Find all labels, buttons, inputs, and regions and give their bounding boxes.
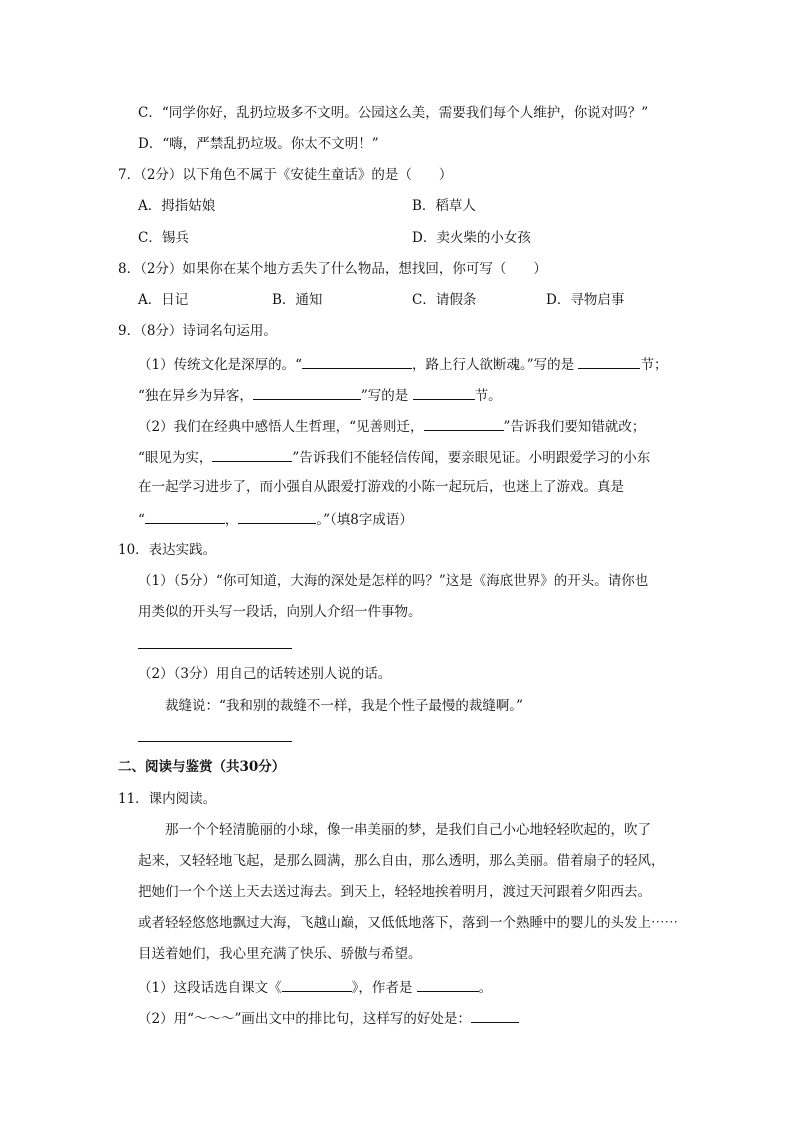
q11-text: ”画出文中的排比句，这样写的好处是：	[234, 1011, 471, 1027]
q8-option-d: D．寻物启事	[546, 292, 625, 308]
q11-sub1	[138, 976, 492, 998]
q10-answer-line-1[interactable]	[138, 648, 292, 649]
q10-part2-quote: 裁缝说：“我和别的裁缝不一样，我是个性子最慢的裁缝啊。”	[165, 698, 524, 714]
q11-text: 》，作者是	[351, 980, 413, 996]
q9-blank-3[interactable]	[253, 384, 361, 400]
q10-answer-line-2[interactable]	[138, 741, 292, 742]
q9-blank-1[interactable]	[302, 353, 412, 369]
q9-blank-7[interactable]	[145, 508, 225, 524]
q9-part2-line3: 在一起学习进步了，而小强自从跟爱打游戏的小陈一起玩后，也迷上了游戏。真是	[138, 479, 624, 495]
q9-part2-line1	[138, 415, 645, 437]
q9-part2-line4	[138, 508, 413, 530]
q8-stem: 8．（2分）如果你在某个地方丢失了什么物品，想找回，你可写（ ）	[118, 261, 547, 277]
q7-option-d: D．卖火柴的小女孩	[412, 230, 531, 246]
q8-option-b: B．通知	[272, 292, 323, 308]
q9-stem: 9．（8分）诗词名句运用。	[118, 323, 277, 339]
q10-part1-line2: 用类似的开头写一段话，向别人介绍一件事物。	[138, 604, 422, 620]
q9-blank-6[interactable]	[212, 446, 292, 462]
q9-text: ，	[224, 512, 239, 528]
q9-text: （2）我们在经典中感悟人生哲理，“见善则迁，	[138, 419, 424, 435]
q7-option-c: C．锡兵	[138, 230, 189, 246]
q9-text: ，路上行人欲断魂。”写的是	[412, 357, 575, 373]
q9-text: （1）传统文化是深厚的。“	[138, 357, 302, 373]
q9-blank-5[interactable]	[424, 415, 504, 431]
q9-part2-line2	[138, 446, 650, 468]
q11-blank-3[interactable]	[471, 1007, 519, 1023]
q11-sub2	[138, 1007, 519, 1029]
q9-part1-line2	[138, 384, 502, 406]
q9-blank-4[interactable]	[413, 384, 475, 400]
section-title: 二、阅读与鉴赏（共30分）	[118, 759, 286, 775]
q9-blank-2[interactable]	[578, 353, 640, 369]
q6-option-d: D．“嗨，严禁乱扔垃圾。你太不文明！”	[138, 136, 379, 152]
q9-text: ”写的是	[360, 388, 409, 404]
q9-text: “独在异乡为异客，	[138, 388, 253, 404]
q9-text: ”告诉我们要知错就改；	[503, 419, 646, 435]
q9-text: ”告诉我们不能轻信传闻，要亲眼见证。小明跟爱学习的小东	[292, 450, 651, 466]
q7-stem: 7．（2分）以下角色不属于《安徒生童话》的是（ ）	[118, 167, 453, 183]
q11-text: 。	[478, 980, 493, 996]
q11-blank-1[interactable]	[282, 976, 352, 992]
q9-text: “	[138, 512, 145, 528]
q10-part2: （2）（3分）用自己的话转述别人说的话。	[138, 666, 392, 682]
q9-blank-8[interactable]	[238, 508, 316, 524]
q9-text: 节。	[474, 388, 502, 404]
q9-text: “眼见为实，	[138, 450, 213, 466]
q7-option-a: A．拇指姑娘	[138, 198, 216, 214]
q11-passage-line-2: 起来，又轻轻地飞起，是那么圆满，那么自由，那么透明，那么美丽。借着扇子的轻风，	[138, 853, 665, 869]
q6-option-c: C．“同学你好，乱扔垃圾多不文明。公园这么美，需要我们每个人维护，你说对吗？”	[138, 105, 649, 121]
q10-part1-line1: （1）（5分）“你可知道，大海的深处是怎样的吗？”这是《海底世界》的开头。请你也	[138, 573, 649, 589]
q11-text: （2）用“	[138, 1011, 194, 1027]
q8-option-a: A．日记	[138, 292, 189, 308]
q11-passage-line-1: 那一个个轻清脆丽的小球，像一串美丽的梦，是我们自己小心地轻轻吹起的，吹了	[165, 822, 651, 838]
q11-stem: 11．课内阅读。	[118, 791, 217, 807]
q8-option-c: C．请假条	[412, 292, 477, 308]
q11-passage-line-5: 目送着她们，我心里充满了快乐、骄傲与希望。	[138, 946, 422, 962]
q9-part1-line1	[138, 353, 667, 375]
wavy-underline-symbol: ～～～	[194, 1011, 235, 1027]
q7-option-b: B．稻草人	[412, 198, 476, 214]
q10-stem: 10．表达实践。	[118, 542, 217, 558]
q9-text: 节；	[640, 357, 668, 373]
q11-text: （1）这段话选自课文《	[138, 980, 282, 996]
q11-passage-line-4: 或者轻轻悠悠地飘过大海，飞越山巅，又低低地落下，落到一个熟睡中的婴儿的头发上⋯⋯	[138, 915, 678, 931]
q9-text: 。”（填8字成语）	[316, 512, 413, 528]
q11-passage-line-3: 把她们一个个送上天去送过海去。到天上，轻轻地挨着明月，渡过天河跟着夕阳西去。	[138, 884, 651, 900]
q11-blank-2[interactable]	[417, 976, 479, 992]
